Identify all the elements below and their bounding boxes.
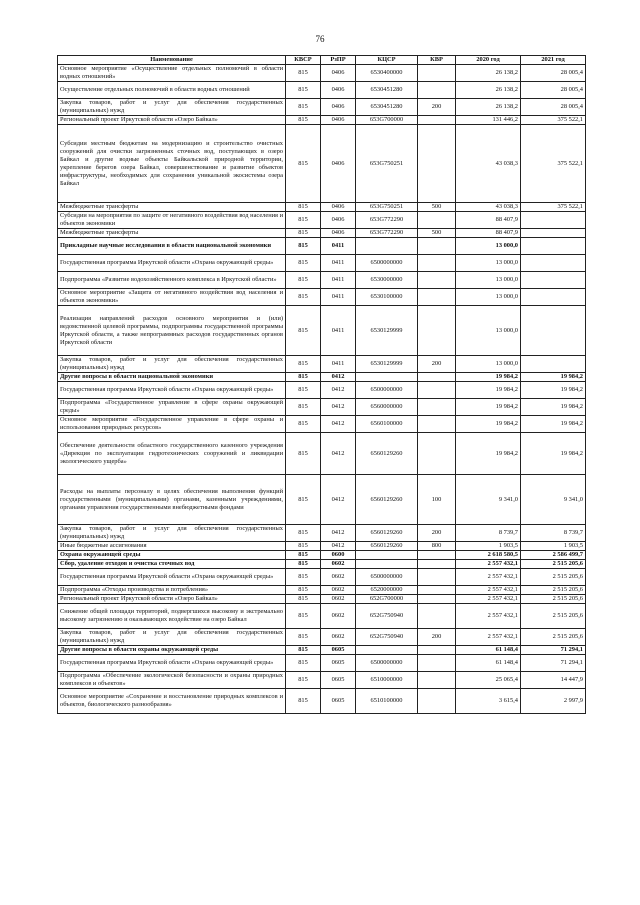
cell-kvsr: 815 (286, 373, 321, 382)
cell-2020: 26 138,2 (456, 65, 521, 82)
cell-kcsr: 652G750940 (356, 629, 418, 646)
cell-rzpr: 0406 (321, 203, 356, 212)
table-row (58, 116, 586, 125)
table-row (58, 125, 586, 203)
cell-kcsr: 6560129260 (356, 525, 418, 542)
table-row (58, 629, 586, 646)
cell-2021 (521, 306, 586, 356)
cell-kcsr: 653G750251 (356, 125, 418, 203)
cell-kcsr: 6520000000 (356, 586, 418, 595)
cell-2021: 9 341,0 (521, 475, 586, 525)
cell-kcsr: 6530400000 (356, 65, 418, 82)
cell-kvr: 200 (418, 99, 456, 116)
cell-kvr: 800 (418, 542, 456, 551)
cell-kcsr (356, 373, 418, 382)
table-row (58, 229, 586, 238)
cell-2020: 131 446,2 (456, 116, 521, 125)
cell-2021: 375 522,1 (521, 116, 586, 125)
cell-2020: 19 984,2 (456, 373, 521, 382)
cell-kvr (418, 655, 456, 672)
cell-2020: 2 557 432,1 (456, 604, 521, 629)
cell-2021: 2 515 205,6 (521, 629, 586, 646)
cell-2020: 9 341,0 (456, 475, 521, 525)
cell-kcsr: 6500000000 (356, 569, 418, 586)
cell-kvsr: 815 (286, 99, 321, 116)
cell-2020: 13 000,0 (456, 306, 521, 356)
cell-name: Реализация направлений расходов основного мероприятия и (или) ведомственной целевой программы, подпрограммы государственной программы Иркутской области, а также непрограммных расходов государственных органов Иркутской области (58, 306, 286, 356)
cell-rzpr: 0412 (321, 373, 356, 382)
cell-2020: 3 615,4 (456, 689, 521, 714)
cell-kcsr: 653G700000 (356, 116, 418, 125)
cell-2020: 88 407,9 (456, 229, 521, 238)
cell-kvr (418, 373, 456, 382)
cell-kcsr: 653G772290 (356, 212, 418, 229)
cell-kvr (418, 289, 456, 306)
cell-rzpr: 0411 (321, 289, 356, 306)
cell-name: Другие вопросы в области национальной экономики (58, 373, 286, 382)
cell-2020: 26 138,2 (456, 99, 521, 116)
cell-name: Расходы на выплаты персоналу в целях обеспечения выполнения функций государственными (муниципальными) органами, казенными учреждениями, органами управления государственными внебюджетными фондами (58, 475, 286, 525)
cell-kcsr: 653G750251 (356, 203, 418, 212)
table-row (58, 272, 586, 289)
cell-kvr (418, 569, 456, 586)
cell-name: Охрана окружающей среды (58, 551, 286, 560)
cell-rzpr: 0412 (321, 542, 356, 551)
cell-2020: 26 138,2 (456, 82, 521, 99)
cell-2021: 2 515 205,6 (521, 560, 586, 569)
cell-kvr (418, 82, 456, 99)
cell-rzpr: 0605 (321, 646, 356, 655)
cell-2020: 8 739,7 (456, 525, 521, 542)
cell-2020: 13 000,0 (456, 289, 521, 306)
cell-name: Государственная программа Иркутской области «Охрана окружающей среды» (58, 569, 286, 586)
cell-2020: 2 618 580,5 (456, 551, 521, 560)
cell-2020: 25 065,4 (456, 672, 521, 689)
header-name: Наименование (58, 56, 286, 65)
cell-rzpr: 0412 (321, 416, 356, 433)
cell-kvsr: 815 (286, 604, 321, 629)
cell-2021: 375 522,1 (521, 125, 586, 203)
cell-kcsr: 6530129999 (356, 356, 418, 373)
cell-2021: 8 739,7 (521, 525, 586, 542)
table-row (58, 306, 586, 356)
cell-kvr (418, 689, 456, 714)
cell-2020: 19 984,2 (456, 399, 521, 416)
table-row (58, 646, 586, 655)
page-number: 76 (315, 34, 325, 44)
cell-name: Обеспечение деятельности областного государственного казенного учреждения «Дирекция по эксплуатации гидротехнических сооружений и ликвидации экологического ущерба» (58, 433, 286, 475)
cell-2021: 71 294,1 (521, 655, 586, 672)
cell-name: Осуществление отдельных полномочий в области водных отношений (58, 82, 286, 99)
cell-kvr (418, 551, 456, 560)
table-row (58, 689, 586, 714)
cell-2021 (521, 238, 586, 255)
cell-2021: 2 515 205,6 (521, 604, 586, 629)
cell-2021 (521, 229, 586, 238)
cell-kvsr: 815 (286, 551, 321, 560)
cell-kcsr: 6500000000 (356, 655, 418, 672)
cell-name: Сбор, удаление отходов и очистка сточных вод (58, 560, 286, 569)
cell-kvsr: 815 (286, 433, 321, 475)
table-row (58, 542, 586, 551)
cell-kvr (418, 212, 456, 229)
cell-kcsr (356, 551, 418, 560)
cell-kvr (418, 255, 456, 272)
cell-rzpr: 0605 (321, 689, 356, 714)
cell-name: Основное мероприятие «Осуществление отдельных полномочий в области водных отношений» (58, 65, 286, 82)
cell-kvsr: 815 (286, 82, 321, 99)
cell-kcsr (356, 560, 418, 569)
cell-kvr (418, 646, 456, 655)
cell-name: Основное мероприятие «Сохранение и восстановление природных комплексов и объектов, биологического разнообразия» (58, 689, 286, 714)
cell-kcsr: 652G700000 (356, 595, 418, 604)
cell-name: Другие вопросы в области охраны окружающей среды (58, 646, 286, 655)
cell-rzpr: 0411 (321, 272, 356, 289)
cell-2021: 19 984,2 (521, 433, 586, 475)
cell-kvsr: 815 (286, 655, 321, 672)
cell-rzpr: 0406 (321, 125, 356, 203)
cell-kvsr: 815 (286, 238, 321, 255)
cell-kvsr: 815 (286, 399, 321, 416)
cell-rzpr: 0412 (321, 475, 356, 525)
cell-kcsr: 6530100000 (356, 289, 418, 306)
cell-rzpr: 0412 (321, 525, 356, 542)
cell-kcsr: 6510000000 (356, 672, 418, 689)
cell-rzpr: 0602 (321, 604, 356, 629)
cell-kvsr: 815 (286, 116, 321, 125)
cell-2021 (521, 356, 586, 373)
cell-kvr (418, 116, 456, 125)
cell-kvsr: 815 (286, 475, 321, 525)
table-row (58, 255, 586, 272)
cell-kcsr: 652G750940 (356, 604, 418, 629)
cell-rzpr: 0406 (321, 116, 356, 125)
cell-name: Государственная программа Иркутской области «Охрана окружающей среды» (58, 255, 286, 272)
cell-rzpr: 0412 (321, 399, 356, 416)
cell-kvr (418, 672, 456, 689)
cell-kvsr: 815 (286, 560, 321, 569)
cell-2020: 13 000,0 (456, 238, 521, 255)
cell-kvr (418, 595, 456, 604)
cell-kvr (418, 433, 456, 475)
cell-kvr (418, 65, 456, 82)
cell-kvsr: 815 (286, 229, 321, 238)
cell-kcsr: 6560129260 (356, 542, 418, 551)
cell-2021 (521, 289, 586, 306)
cell-name: Межбюджетные трансферты (58, 203, 286, 212)
cell-2021: 2 515 205,6 (521, 595, 586, 604)
cell-kvsr: 815 (286, 672, 321, 689)
cell-2021: 2 515 205,6 (521, 586, 586, 595)
cell-kvsr: 815 (286, 416, 321, 433)
cell-kvr (418, 125, 456, 203)
cell-kcsr: 6530000000 (356, 272, 418, 289)
cell-name: Основное мероприятие «Государственное управление в сфере охраны и использования природных ресурсов» (58, 416, 286, 433)
cell-name: Региональный проект Иркутской области «Озеро Байкал» (58, 595, 286, 604)
cell-2020: 43 038,3 (456, 125, 521, 203)
header-kcsr: КЦСР (356, 56, 418, 65)
cell-name: Основное мероприятие «Защита от негативного воздействия вод населения и объектов экономики» (58, 289, 286, 306)
cell-kvr: 200 (418, 356, 456, 373)
table-row (58, 203, 586, 212)
cell-kvsr: 815 (286, 689, 321, 714)
cell-kcsr: 653G772290 (356, 229, 418, 238)
cell-kvr (418, 306, 456, 356)
cell-kvr (418, 416, 456, 433)
cell-2020: 13 000,0 (456, 255, 521, 272)
cell-rzpr: 0602 (321, 560, 356, 569)
cell-name: Государственная программа Иркутской области «Охрана окружающей среды» (58, 655, 286, 672)
cell-kcsr: 6500000000 (356, 255, 418, 272)
table-row (58, 82, 586, 99)
cell-rzpr: 0411 (321, 238, 356, 255)
cell-2021 (521, 212, 586, 229)
cell-name: Субсидии местным бюджетам на модернизацию и строительство очистных сооружений для очистки загрязненных сточных вод, поступающих в озеро Байкал и другие водные объекты Байкальской природной территории, укрепление берегов озера Байкал, совершенствование и развитие объектов инфраструктуры, необходимых для сохранения уникальной экосистемы озера Байкал (58, 125, 286, 203)
cell-2021: 71 294,1 (521, 646, 586, 655)
cell-name: Закупка товаров, работ и услуг для обеспечения государственных (муниципальных) нужд (58, 99, 286, 116)
cell-kvr (418, 604, 456, 629)
cell-2020: 13 000,0 (456, 356, 521, 373)
cell-2020: 2 557 432,1 (456, 586, 521, 595)
cell-rzpr: 0602 (321, 629, 356, 646)
cell-kvsr: 815 (286, 525, 321, 542)
cell-name: Субсидии на мероприятия по защите от негативного воздействия вод населения и объектов экономики (58, 212, 286, 229)
cell-2020: 2 557 432,1 (456, 560, 521, 569)
cell-kvr (418, 238, 456, 255)
cell-kcsr: 6530451280 (356, 82, 418, 99)
cell-kvr: 200 (418, 629, 456, 646)
cell-kvsr: 815 (286, 272, 321, 289)
cell-rzpr: 0406 (321, 65, 356, 82)
cell-rzpr: 0406 (321, 82, 356, 99)
cell-2021: 28 005,4 (521, 65, 586, 82)
cell-2021: 19 984,2 (521, 373, 586, 382)
table-row (58, 586, 586, 595)
cell-rzpr: 0411 (321, 356, 356, 373)
table-row (58, 525, 586, 542)
cell-rzpr: 0605 (321, 655, 356, 672)
cell-kvr (418, 586, 456, 595)
table-row (58, 672, 586, 689)
table-row (58, 238, 586, 255)
cell-2021: 2 997,9 (521, 689, 586, 714)
table-row (58, 356, 586, 373)
table-row (58, 212, 586, 229)
cell-kcsr: 6560129260 (356, 433, 418, 475)
cell-rzpr: 0406 (321, 212, 356, 229)
cell-kvsr: 815 (286, 646, 321, 655)
cell-kvr (418, 560, 456, 569)
budget-table (57, 55, 586, 714)
cell-2020: 19 984,2 (456, 433, 521, 475)
table-row (58, 551, 586, 560)
cell-name: Региональный проект Иркутской области «Озеро Байкал» (58, 116, 286, 125)
cell-2021: 19 984,2 (521, 399, 586, 416)
cell-kvsr: 815 (286, 542, 321, 551)
cell-kvsr: 815 (286, 629, 321, 646)
cell-2020: 19 984,2 (456, 382, 521, 399)
cell-kvsr: 815 (286, 65, 321, 82)
cell-2020: 19 984,2 (456, 416, 521, 433)
cell-kvsr: 815 (286, 212, 321, 229)
cell-rzpr: 0602 (321, 595, 356, 604)
cell-rzpr: 0411 (321, 255, 356, 272)
cell-rzpr: 0602 (321, 586, 356, 595)
cell-2021 (521, 272, 586, 289)
table-row (58, 560, 586, 569)
cell-kcsr: 6530451280 (356, 99, 418, 116)
cell-kvsr: 815 (286, 569, 321, 586)
cell-rzpr: 0602 (321, 569, 356, 586)
cell-2020: 1 903,5 (456, 542, 521, 551)
cell-kcsr (356, 238, 418, 255)
cell-kcsr: 6500000000 (356, 382, 418, 399)
cell-2021 (521, 255, 586, 272)
cell-kvr: 200 (418, 525, 456, 542)
cell-kvr (418, 382, 456, 399)
cell-kvsr: 815 (286, 255, 321, 272)
table-header-row (58, 56, 586, 65)
cell-name: Подпрограмма «Государственное управление в сфере охраны окружающей среды» (58, 399, 286, 416)
table-row (58, 416, 586, 433)
cell-kcsr: 6560100000 (356, 416, 418, 433)
cell-2021: 19 984,2 (521, 382, 586, 399)
cell-name: Закупка товаров, работ и услуг для обеспечения государственных (муниципальных) нужд (58, 629, 286, 646)
cell-2021: 19 984,2 (521, 416, 586, 433)
table-row (58, 595, 586, 604)
table-row (58, 475, 586, 525)
table-row (58, 604, 586, 629)
cell-2021: 2 586 499,7 (521, 551, 586, 560)
table-row (58, 99, 586, 116)
table-row (58, 289, 586, 306)
cell-kvr: 500 (418, 229, 456, 238)
cell-name: Государственная программа Иркутской области «Охрана окружающей среды» (58, 382, 286, 399)
cell-rzpr: 0605 (321, 672, 356, 689)
table-row (58, 433, 586, 475)
cell-name: Подпрограмма «Отходы производства и потребления» (58, 586, 286, 595)
cell-kvr (418, 399, 456, 416)
cell-2021: 1 903,5 (521, 542, 586, 551)
cell-2021: 28 005,4 (521, 82, 586, 99)
cell-kvsr: 815 (286, 586, 321, 595)
cell-2020: 43 038,3 (456, 203, 521, 212)
cell-name: Закупка товаров, работ и услуг для обеспечения государственных (муниципальных) нужд (58, 525, 286, 542)
cell-2020: 2 557 432,1 (456, 595, 521, 604)
cell-2020: 13 000,0 (456, 272, 521, 289)
header-rzpr: РзПР (321, 56, 356, 65)
cell-rzpr: 0411 (321, 306, 356, 356)
cell-name: Иные бюджетные ассигнования (58, 542, 286, 551)
cell-rzpr: 0406 (321, 99, 356, 116)
cell-kvr: 500 (418, 203, 456, 212)
cell-name: Прикладные научные исследования в области национальной экономики (58, 238, 286, 255)
table-row (58, 399, 586, 416)
cell-kvsr: 815 (286, 306, 321, 356)
table-row (58, 373, 586, 382)
cell-kvsr: 815 (286, 356, 321, 373)
table-row (58, 65, 586, 82)
cell-name: Закупка товаров, работ и услуг для обеспечения государственных (муниципальных) нужд (58, 356, 286, 373)
cell-rzpr: 0406 (321, 229, 356, 238)
cell-kcsr: 6510100000 (356, 689, 418, 714)
cell-2020: 88 407,9 (456, 212, 521, 229)
cell-name: Подпрограмма «Обеспечение экологической безопасности и охраны природных комплексов и объектов» (58, 672, 286, 689)
table-row (58, 569, 586, 586)
cell-2021: 375 522,1 (521, 203, 586, 212)
cell-kvsr: 815 (286, 203, 321, 212)
cell-name: Межбюджетные трансферты (58, 229, 286, 238)
cell-rzpr: 0412 (321, 382, 356, 399)
cell-kcsr: 6560129260 (356, 475, 418, 525)
cell-kvsr: 815 (286, 125, 321, 203)
cell-kcsr: 6530129999 (356, 306, 418, 356)
table-row (58, 382, 586, 399)
cell-name: Подпрограмма «Развитие водохозяйственного комплекса в Иркутской области» (58, 272, 286, 289)
cell-2020: 61 148,4 (456, 646, 521, 655)
cell-kcsr: 6560000000 (356, 399, 418, 416)
cell-kcsr (356, 646, 418, 655)
header-kvsr: КВСР (286, 56, 321, 65)
cell-2020: 61 148,4 (456, 655, 521, 672)
header-kvr: КВР (418, 56, 456, 65)
cell-kvr: 100 (418, 475, 456, 525)
cell-2021: 2 515 205,6 (521, 569, 586, 586)
table-row (58, 655, 586, 672)
cell-name: Снижение общей площади территорий, подвергшихся высокому и экстремально высокому загрязнению и оказывающих воздействие на озеро Байкал (58, 604, 286, 629)
cell-rzpr: 0412 (321, 433, 356, 475)
header-2020: 2020 год (456, 56, 521, 65)
cell-2021: 28 005,4 (521, 99, 586, 116)
cell-kvsr: 815 (286, 595, 321, 604)
cell-2020: 2 557 432,1 (456, 629, 521, 646)
cell-2021: 14 447,9 (521, 672, 586, 689)
header-2021: 2021 год (521, 56, 586, 65)
cell-kvsr: 815 (286, 289, 321, 306)
cell-2020: 2 557 432,1 (456, 569, 521, 586)
cell-kvsr: 815 (286, 382, 321, 399)
cell-kvr (418, 272, 456, 289)
cell-rzpr: 0600 (321, 551, 356, 560)
